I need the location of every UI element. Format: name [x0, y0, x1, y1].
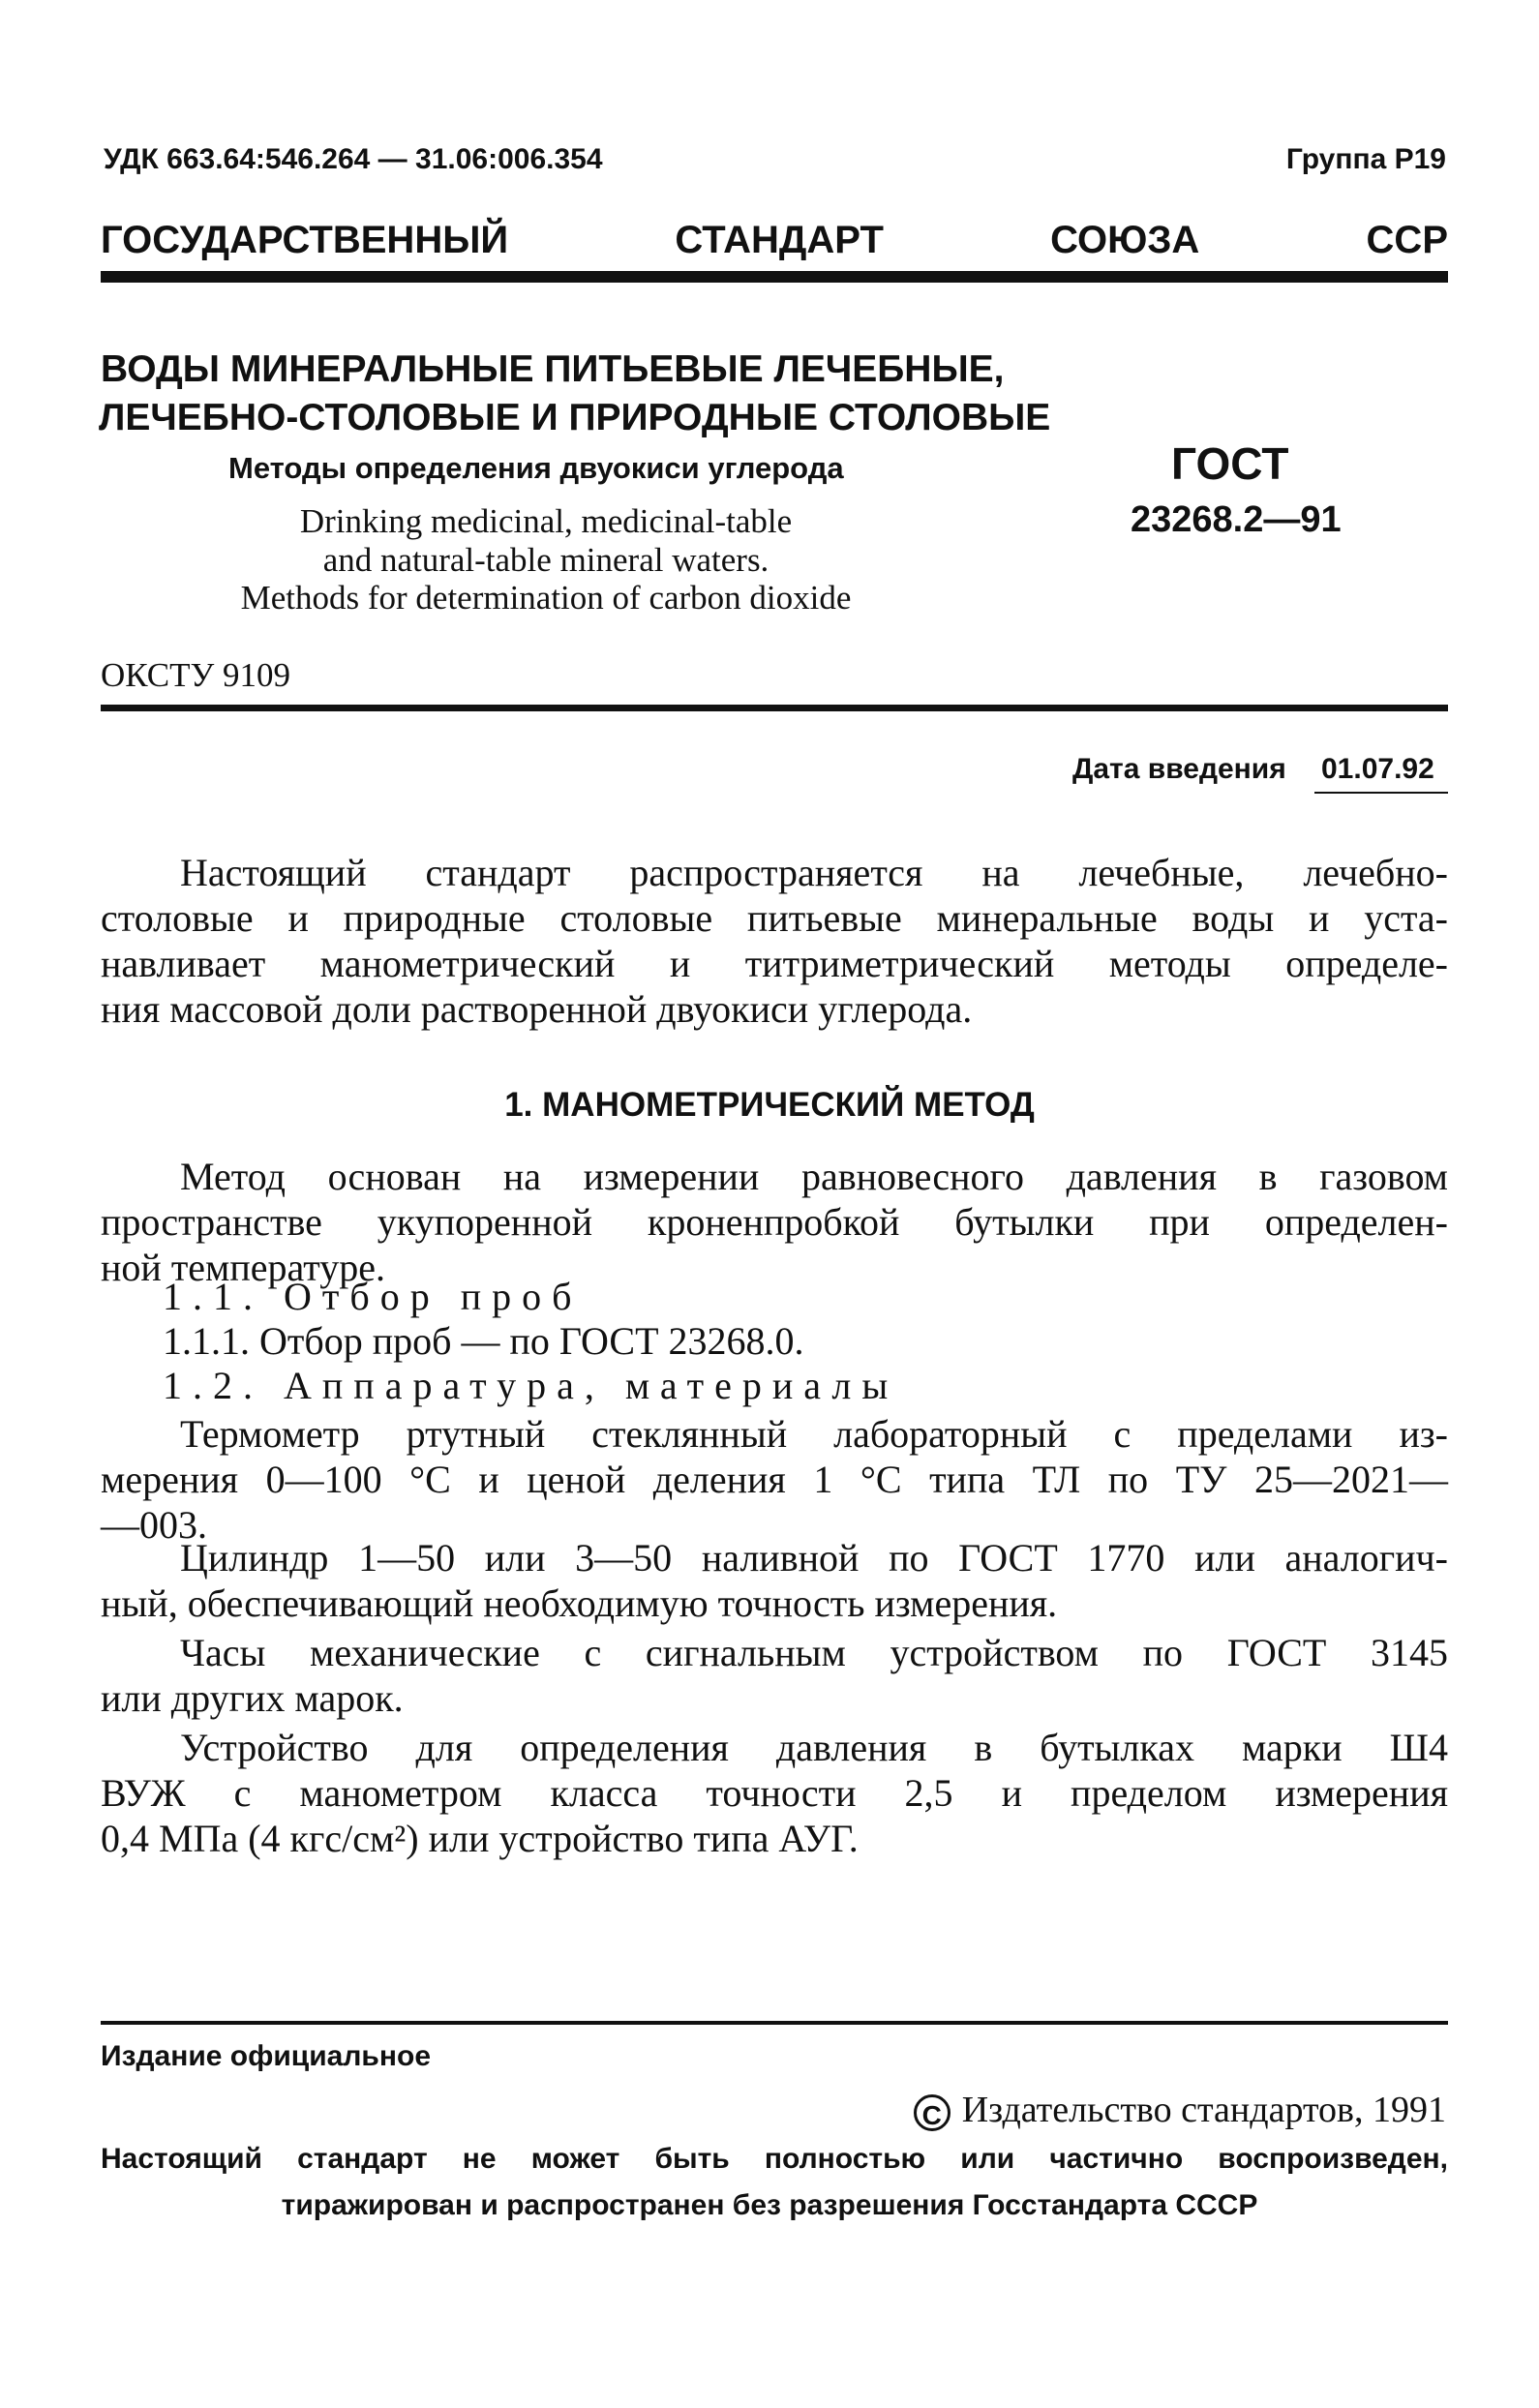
device-line: ВУЖ с манометром класса точности 2,5 и пределом измерения: [101, 1771, 1448, 1815]
thermometer-line: —003.: [101, 1503, 207, 1547]
footer-rule: [101, 2021, 1448, 2025]
intro-line: навливает манометрический и титриметрический методы определе-: [101, 942, 1448, 985]
device-line: 0,4 МПа (4 кгс/см²) или устройство типа АУГ.: [101, 1817, 859, 1860]
clock-paragraph: [101, 1630, 1448, 1721]
english-title-line-3: Methods for determination of carbon dioxide: [240, 579, 852, 617]
title-line-2: ЛЕЧЕБНО-СТОЛОВЫЕ И ПРИРОДНЫЕ СТОЛОВЫЕ: [99, 397, 1051, 438]
intro-line: ния массовой доли растворенной двуокиси углерода.: [101, 987, 973, 1031]
publisher-text: Издательство стандартов, 1991: [961, 2090, 1446, 2130]
clock-line: или других марок.: [101, 1676, 404, 1720]
notice-line-2: тиражирован и распространен без разрешения Госстандарта СССР: [281, 2189, 1258, 2221]
intro-date-underline: [1314, 792, 1448, 794]
title-subtitle: Методы определения двуокиси углерода: [228, 451, 844, 485]
method-line: ной температуре.: [101, 1246, 385, 1289]
device-paragraph: [101, 1725, 1448, 1861]
cylinder-paragraph: [101, 1535, 1448, 1626]
english-title-line-2: and natural-table mineral waters.: [322, 541, 770, 579]
section-1-heading: 1. МАНОМЕТРИЧЕСКИЙ МЕТОД: [504, 1086, 1035, 1124]
notice-line-1: Настоящий стандарт не может быть полностью или частично воспроизведен,: [101, 2143, 1448, 2175]
english-title-line-1: Drinking medicinal, medicinal-table: [299, 502, 793, 540]
group-code: Группа Р19: [1285, 143, 1446, 175]
method-paragraph: [101, 1154, 1448, 1290]
copyright-icon: C: [914, 2094, 951, 2131]
intro-date-label: Дата введения: [1072, 753, 1286, 785]
item-1-1-sampling: 1.1. Отбор проб: [163, 1275, 583, 1318]
title-line-1: ВОДЫ МИНЕРАЛЬНЫЕ ПИТЬЕВЫЕ ЛЕЧЕБНЫЕ,: [101, 348, 1005, 390]
method-line: пространстве укупоренной кроненпробкой бутылки при определен-: [101, 1200, 1448, 1244]
clock-line: Часы механические с сигнальным устройством по ГОСТ 3145: [180, 1631, 1448, 1674]
intro-paragraph: [101, 850, 1448, 1032]
intro-line: Настоящий стандарт распространяется на лечебные, лечебно-: [180, 851, 1448, 894]
method-line: Метод основан на измерении равновесного давления в газовом: [180, 1155, 1448, 1198]
state-standard-banner: ГОСУДАРСТВЕННЫЙ СТАНДАРТ СОЮЗА ССР: [101, 219, 1448, 261]
okstu-code: ОКСТУ 9109: [101, 656, 291, 694]
item-1-1-1-sampling-ref: 1.1.1. Отбор проб — по ГОСТ 23268.0.: [163, 1319, 804, 1363]
thermometer-line: Термометр ртутный стеклянный лабораторный с пределами из-: [180, 1412, 1448, 1456]
item-1-2-apparatus: 1.2. Аппаратура, материалы: [163, 1364, 899, 1407]
gost-number: 23268.2—91: [1131, 499, 1342, 540]
header-rule-thick: [101, 271, 1448, 283]
publisher-line: [914, 2089, 1446, 2131]
device-line: Устройство для определения давления в бутылках марки Ш4: [180, 1726, 1448, 1769]
cylinder-line: Цилиндр 1—50 или 3—50 наливной по ГОСТ 1770 или аналогич-: [180, 1536, 1448, 1580]
udk-code: УДК 663.64:546.264 — 31.06:006.354: [104, 143, 603, 175]
okstu-rule: [101, 705, 1448, 711]
thermometer-line: мерения 0—100 °С и ценой деления 1 °С типа ТЛ по ТУ 25—2021—: [101, 1458, 1448, 1501]
edition-label: Издание официальное: [101, 2040, 432, 2072]
cylinder-line: ный, обеспечивающий необходимую точность измерения.: [101, 1581, 1058, 1625]
intro-date-value: 01.07.92: [1321, 753, 1434, 785]
thermometer-paragraph: [101, 1411, 1448, 1548]
gost-label: ГОСТ: [1171, 438, 1289, 489]
intro-line: столовые и природные столовые питьевые минеральные воды и уста-: [101, 896, 1448, 940]
